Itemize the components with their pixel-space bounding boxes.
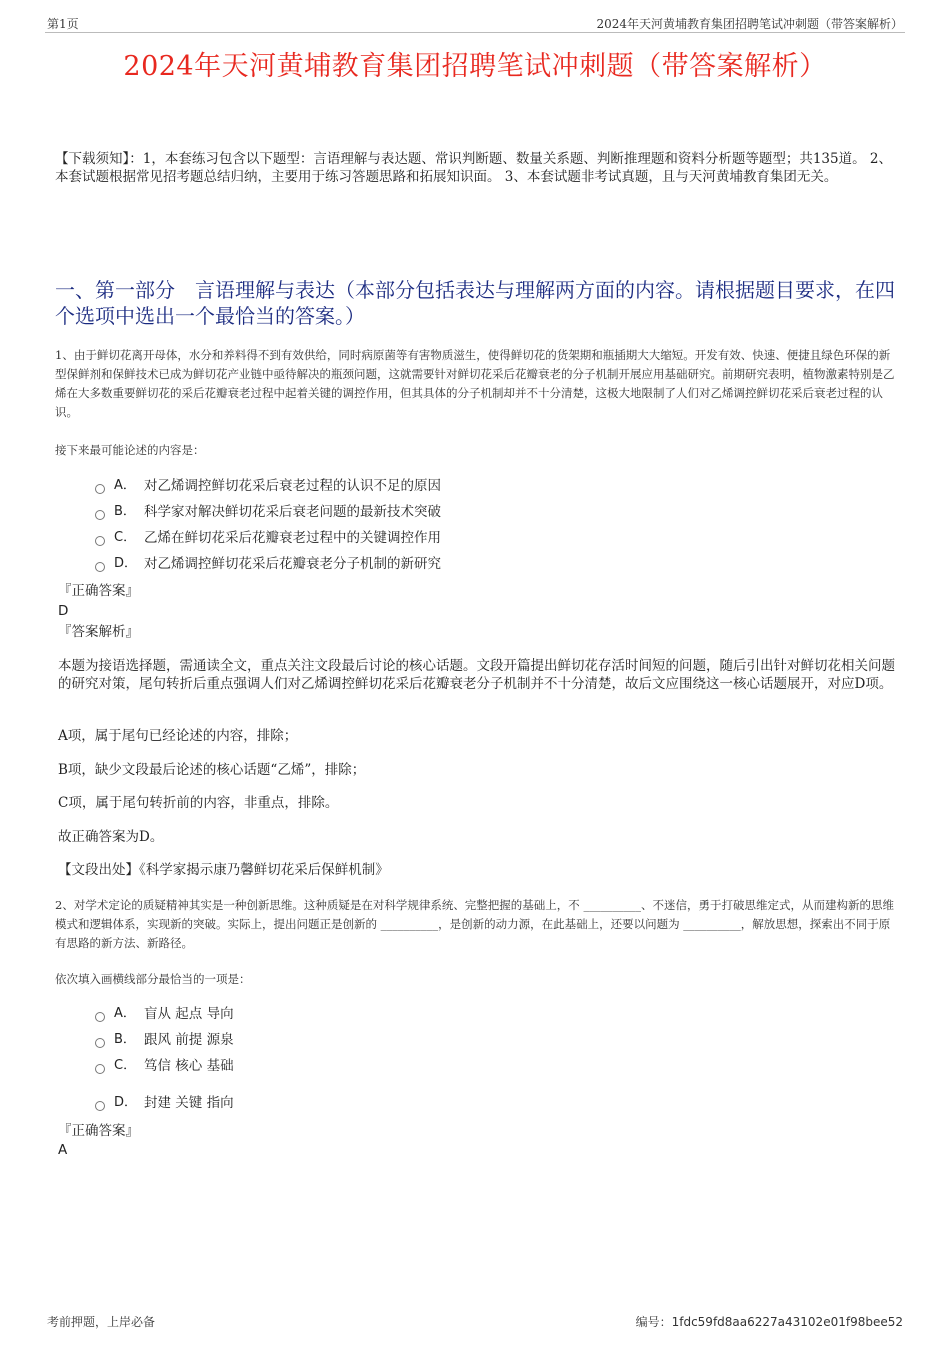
option-letter: D． [114, 1095, 138, 1110]
question-1-explain-b: B项，缺少文段最后论述的核心话题“乙烯”，排除； [58, 762, 366, 778]
question-1-analysis-label: 『答案解析』 [58, 624, 139, 640]
question-1-source: 【文段出处】《科学家揭示康乃馨鲜切花采后保鲜机制》 [58, 862, 389, 878]
question-1-answer-label: 『正确答案』 [58, 583, 139, 599]
option-letter: A． [114, 478, 136, 493]
question-1-option-c[interactable] [95, 528, 441, 548]
question-2-option-d[interactable] [95, 1093, 234, 1113]
option-letter: C． [114, 530, 137, 545]
radio-icon[interactable] [95, 1038, 105, 1048]
question-1-option-a[interactable] [95, 476, 441, 496]
option-text: 对乙烯调控鲜切花采后花瓣衰老分子机制的新研究 [144, 556, 441, 572]
question-2-option-b[interactable] [95, 1030, 234, 1050]
option-letter: B． [114, 1032, 136, 1047]
header-doc-title: 2024年天河黄埔教育集团招聘笔试冲刺题（带答案解析） [596, 17, 903, 31]
radio-icon[interactable] [95, 510, 105, 520]
question-1-stem: 1、由于鲜切花离开母体，水分和养料得不到有效供给，同时病原菌等有害物质滋生，使得鲜切花的货架期和瓶插期大大缩短。开发有效、快速、便捷且绿色环保的新型保鲜剂和保鲜技术已成为鲜切花产业链中亟待解决的瓶颈问题，这就需要针对鲜切花采后花瓣衰老的分子机制开展应用基础研究。前期研究表明，植物激素特别是乙烯在大多数重要鲜切花的采后花瓣衰老过程中起着关键的调控作用，但其具体的分子机制却并不十分清楚，这极大地限制了人们对乙烯调控鲜切花采后衰老过程的认识。 [55, 348, 895, 419]
option-letter: B． [114, 504, 136, 519]
question-1-answer: D [58, 603, 69, 619]
option-text: 乙烯在鲜切花采后花瓣衰老过程中的关键调控作用 [144, 530, 441, 546]
question-2-option-c[interactable] [95, 1056, 234, 1076]
section-title: 一、第一部分 言语理解与表达（本部分包括表达与理解两方面的内容。请根据题目要求，在四个选项中选出一个最恰当的答案。） [55, 278, 895, 328]
question-1-option-d[interactable] [95, 554, 441, 574]
footer-code-value: 1fdc59fd8aa6227a43102e01f98bee52 [671, 1315, 903, 1329]
radio-icon[interactable] [95, 536, 105, 546]
radio-icon[interactable] [95, 1064, 105, 1074]
option-letter: C． [114, 1058, 137, 1073]
option-text: 盲从 起点 导向 [144, 1006, 234, 1022]
radio-icon[interactable] [95, 484, 105, 494]
question-2-prompt: 依次填入画横线部分最恰当的一项是： [55, 972, 251, 986]
option-letter: D． [114, 556, 138, 571]
option-text: 跟风 前提 源泉 [144, 1032, 234, 1048]
header-divider [45, 32, 905, 33]
page-number: 第1页 [47, 17, 79, 31]
radio-icon[interactable] [95, 562, 105, 572]
radio-icon[interactable] [95, 1012, 105, 1022]
option-letter: A． [114, 1006, 136, 1021]
question-1-conclusion: 故正确答案为D。 [58, 829, 164, 845]
question-2-answer: A [58, 1142, 68, 1158]
question-1-explain-a: A项，属于尾句已经论述的内容，排除； [58, 728, 298, 744]
option-text: 对乙烯调控鲜切花采后衰老过程的认识不足的原因 [144, 478, 441, 494]
radio-icon[interactable] [95, 1101, 105, 1111]
question-1-option-b[interactable] [95, 502, 441, 522]
option-text: 科学家对解决鲜切花采后衰老问题的最新技术突破 [144, 504, 441, 520]
question-2-stem: 2、对学术定论的质疑精神其实是一种创新思维。这种质疑是在对科学规律系统、完整把握的基础上，不 __________、不迷信，勇于打破思维定式，从而建构新的思维模式和逻辑体系，实现新的突破。实际上，提出问题正是创新的 __________，是创新的动力源，在此基础上，还要以问题为 __________，解放思想，探索出不同于原有思路的新方法、新路径。 [55, 898, 894, 950]
footer-code [636, 1313, 903, 1330]
question-1-explain-c: C项，属于尾句转折前的内容，非重点，排除。 [58, 795, 339, 811]
option-text: 笃信 核心 基础 [144, 1058, 234, 1074]
question-2-answer-label: 『正确答案』 [58, 1123, 139, 1139]
footer-code-label: 编号： [635, 1315, 672, 1329]
option-text: 封建 关键 指向 [144, 1095, 234, 1111]
footer-slogan: 考前押题，上岸必备 [47, 1315, 156, 1329]
page-title: 2024年天河黄埔教育集团招聘笔试冲刺题（带答案解析） [123, 51, 827, 82]
question-2-option-a[interactable] [95, 1004, 234, 1024]
download-notice: 【下载须知】：1，本套练习包含以下题型：言语理解与表达题、常识判断题、数量关系题、判断推理题和资料分析题等题型；共135道。 2、本套试题根据常见招考题总结归纳，主要用于练习答题思路和拓展知识面。 3、本套试题非考试真题，且与天河黄埔教育集团无关。 [55, 151, 892, 185]
question-1-prompt: 接下来最可能论述的内容是： [55, 443, 205, 457]
question-1-analysis: 本题为接语选择题，需通读全文，重点关注文段最后讨论的核心话题。文段开篇提出鲜切花存活时间短的问题，随后引出针对鲜切花相关问题的研究对策，尾句转折后重点强调人们对乙烯调控鲜切花采后花瓣衰老分子机制并不十分清楚，故后文应围绕这一核心话题展开，对应D项。 [58, 658, 895, 692]
